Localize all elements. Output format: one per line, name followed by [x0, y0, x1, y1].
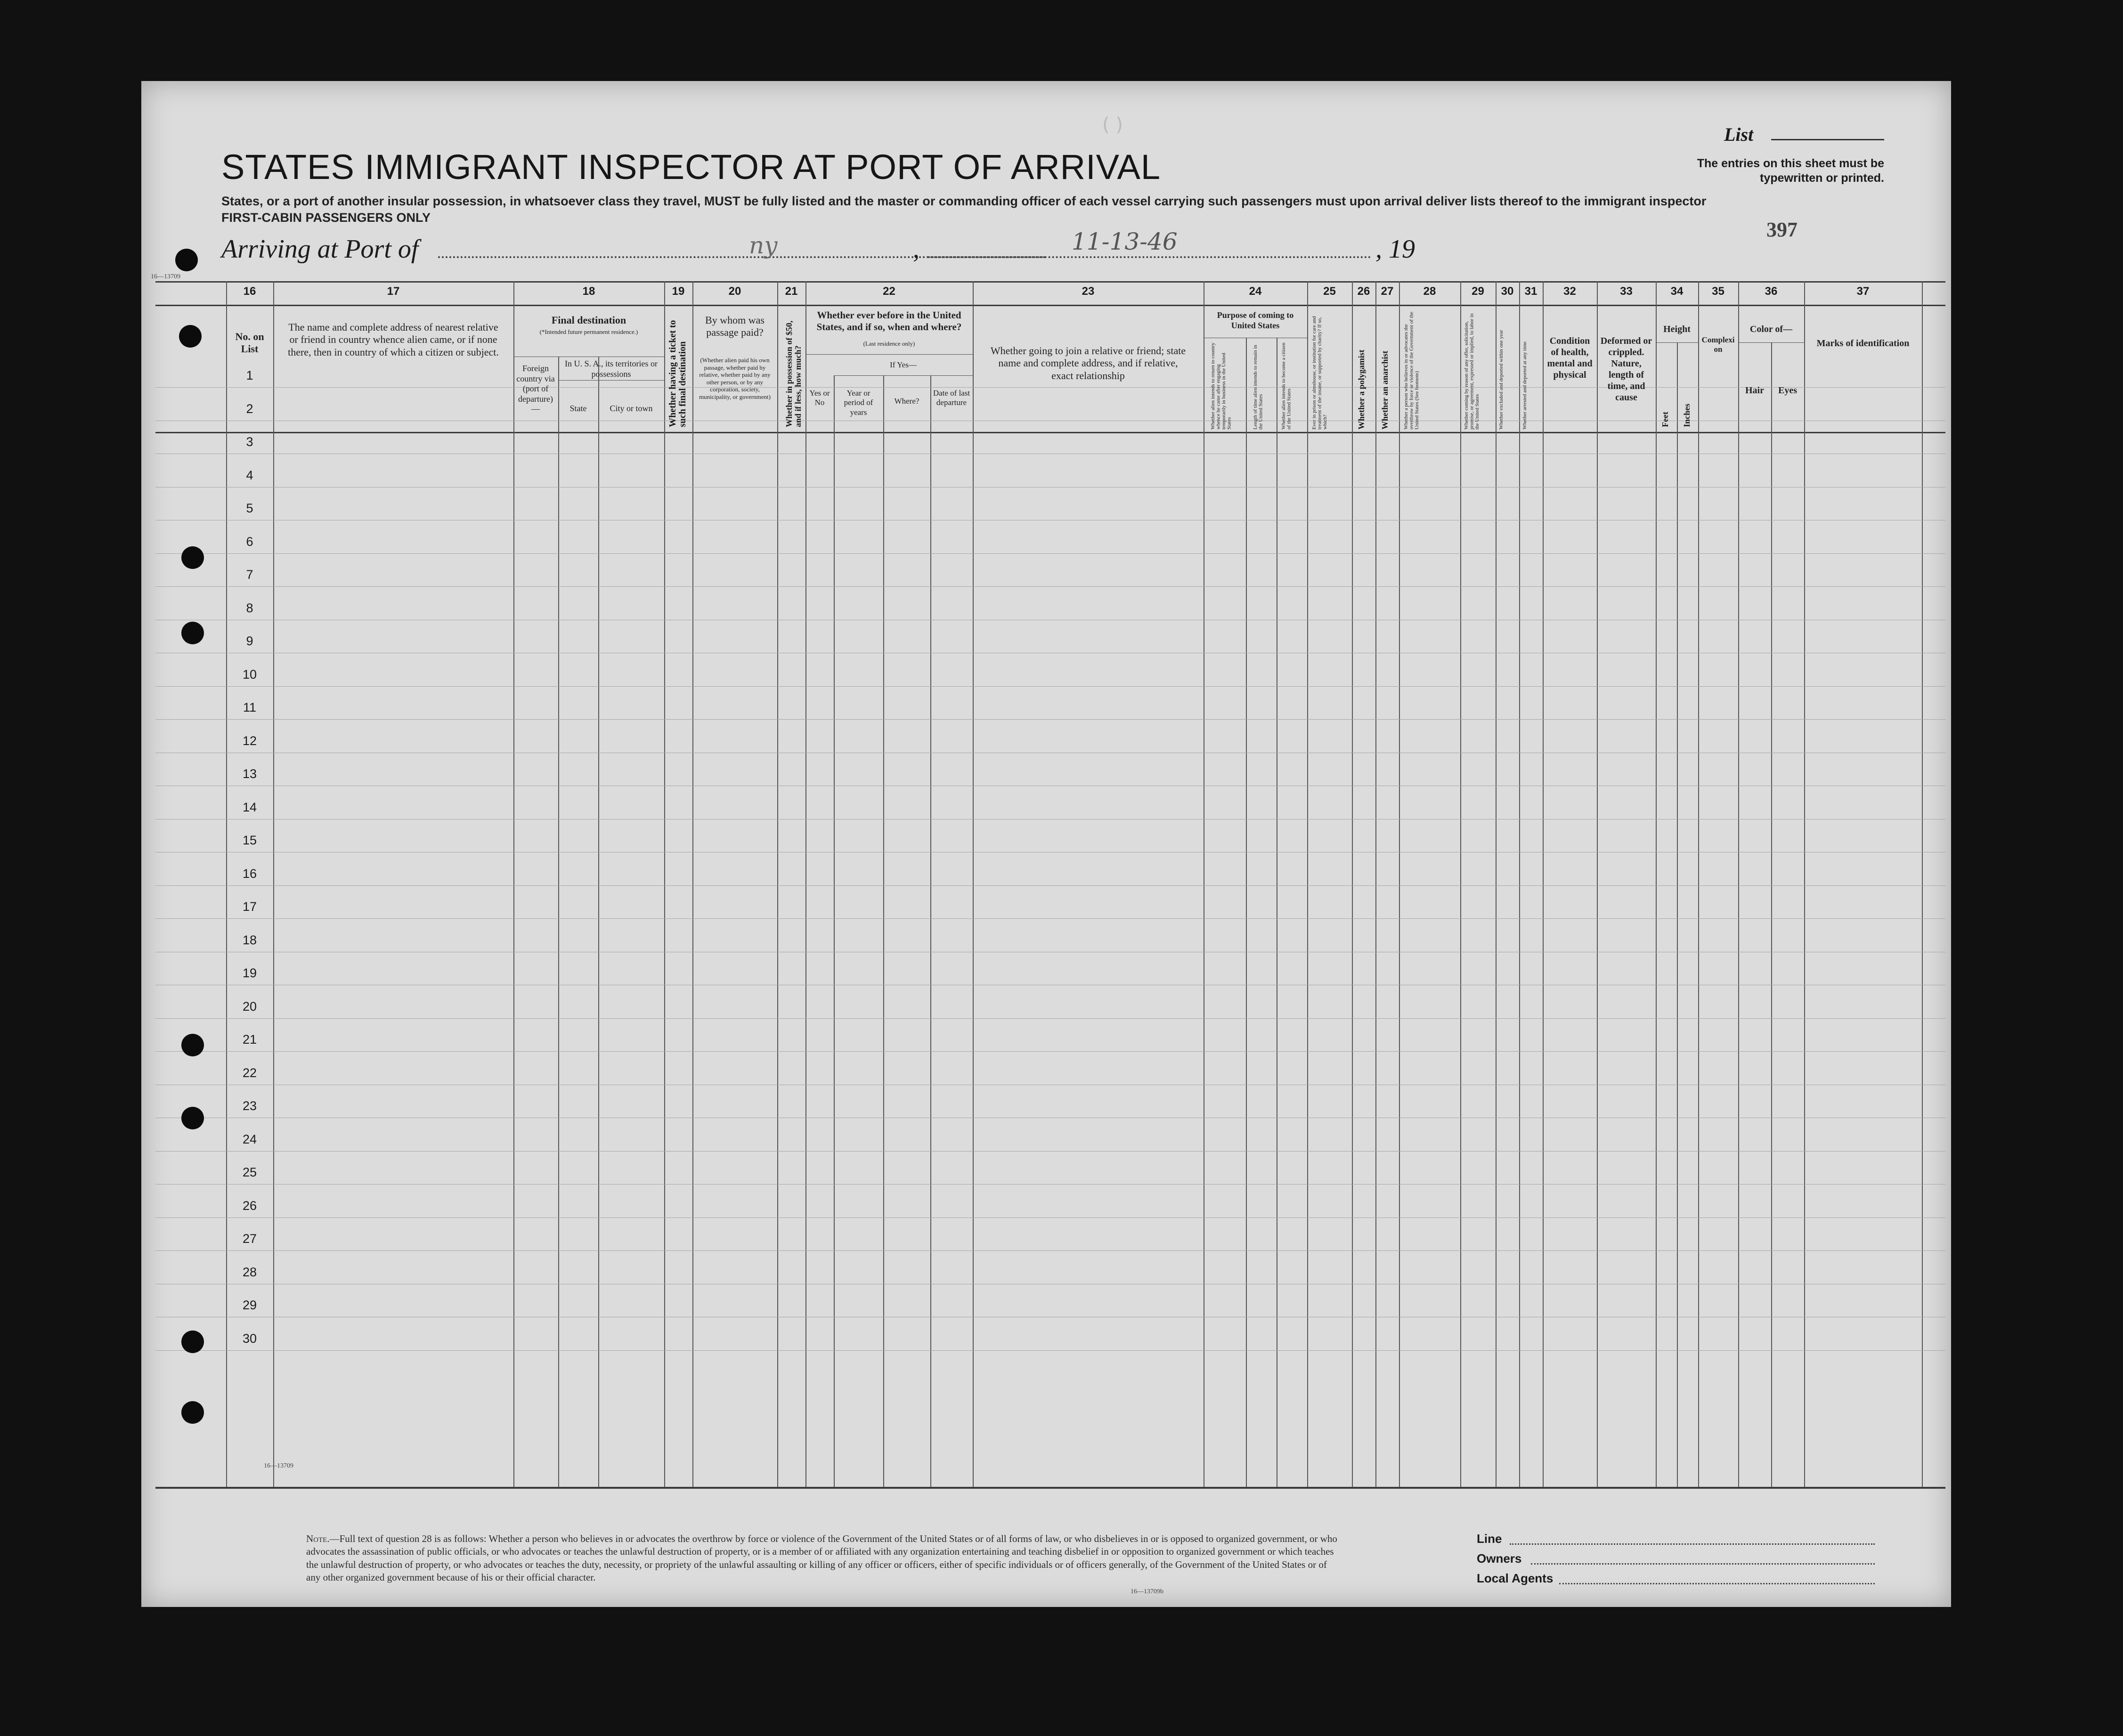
column-number: 21	[785, 285, 798, 298]
header-years: Year or period of years	[844, 389, 873, 417]
punch-hole	[181, 1401, 204, 1424]
page-title: STATES IMMIGRANT INSPECTOR AT PORT OF ARRIVAL	[221, 147, 1161, 187]
column-number: 26	[1357, 285, 1370, 298]
row-number: 12	[242, 733, 257, 748]
row-rule	[155, 387, 1945, 388]
column-number: 28	[1423, 285, 1436, 298]
punch-hole	[181, 1034, 204, 1056]
port-value: ny	[749, 232, 778, 259]
punch-hole	[181, 1107, 204, 1129]
header-anarchist: Whether an anarchist	[1380, 350, 1390, 430]
list-note: The entries on this sheet must be typewritten or printed.	[1697, 157, 1884, 185]
row-number: 30	[242, 1331, 257, 1346]
column-number: 17	[387, 285, 400, 298]
row-number: 3	[246, 435, 253, 449]
row-number: 4	[246, 468, 253, 482]
header-if-yes: If Yes—	[890, 360, 917, 369]
punch-hole	[181, 1330, 204, 1353]
row-number: 2	[246, 401, 253, 416]
line-field	[1510, 1543, 1875, 1545]
header-nearest-relative: The name and complete address of nearest relative or friend in country whence alien came, or if none there, then in country of which a citizen or subject.	[288, 321, 499, 358]
row-number: 13	[242, 767, 257, 781]
header-purpose-return: Whether alien intends to return to country whence he came after engaging temporarily in business in the United States	[1210, 342, 1232, 430]
form-code: 16—13709	[151, 273, 180, 280]
header-prison: Ever in prison or almshouse, or institution for care and treatment of the insane, or supported by charity? If so, which?	[1311, 316, 1328, 430]
date-value: 11-13-46	[1072, 228, 1178, 255]
header-ever-before-sub: (Last residence only)	[863, 340, 915, 347]
column-number: 16	[243, 285, 256, 298]
header-fifty-dollars: Whether in possession of $50, and if less, how much?	[784, 320, 803, 427]
punch-hole	[175, 249, 198, 271]
row-rule	[155, 1151, 1945, 1152]
header-purpose-citizen: Whether alien intends to become a citizen of the United States	[1281, 342, 1292, 430]
row-rule	[155, 1250, 1945, 1251]
row-rule	[155, 885, 1945, 886]
header-final-destination: Final destination	[551, 314, 626, 326]
row-number: 1	[246, 368, 253, 382]
date-field-line	[928, 256, 1371, 258]
punch-hole	[181, 546, 204, 569]
comma: ,	[913, 235, 919, 264]
header-purpose: Purpose of coming to United States	[1217, 310, 1294, 330]
row-number: 6	[246, 534, 253, 549]
header-complexion: Complexion	[1701, 335, 1735, 354]
row-rule	[155, 1350, 1945, 1351]
header-condition-health: Condition of health, mental and physical	[1547, 336, 1593, 380]
year-label: , 19	[1375, 235, 1415, 264]
header-last-departure: Date of last departure	[933, 389, 970, 407]
header-final-destination-sub: (*Intended future permanent residence.)	[539, 328, 638, 335]
column-number: 36	[1765, 285, 1778, 298]
cabin-class: FIRST-CABIN PASSENGERS ONLY	[221, 211, 431, 225]
header-purpose-length: Length of time alien intends to remain in the United States	[1253, 345, 1264, 430]
column-number: 23	[1082, 285, 1095, 298]
header-eyes: Eyes	[1778, 385, 1797, 396]
column-number: 32	[1563, 285, 1576, 298]
header-state: State	[569, 404, 587, 413]
column-number: 34	[1670, 285, 1684, 298]
header-color: Color of—	[1749, 324, 1793, 334]
row-number: 17	[242, 900, 257, 914]
header-labor-offer: Whether coming by reason of any offer, solicitation, promise, or agreement, expressed or implied, to labor in the United States	[1464, 313, 1480, 430]
agents-label: Local Agents	[1477, 1571, 1554, 1585]
column-number: 29	[1472, 285, 1484, 298]
column-number: 20	[728, 285, 741, 298]
row-rule	[155, 719, 1945, 720]
list-field-line	[1771, 139, 1884, 140]
header-city: City or town	[610, 404, 653, 413]
header-polygamist: Whether a polygamist	[1357, 349, 1366, 430]
row-rule	[155, 1051, 1945, 1052]
row-number: 16	[242, 866, 257, 881]
column-number: 31	[1524, 285, 1537, 298]
row-number: 28	[242, 1265, 257, 1279]
header-passage-paid-sub: (Whether alien paid his own passage, whether paid by relative, whether paid by any other person, or by any corporation, society, municipality, or government)	[699, 357, 771, 400]
punch-hole	[181, 622, 204, 644]
row-rule	[155, 1217, 1945, 1218]
header-yes-no: Yes or No	[809, 389, 830, 407]
row-number: 24	[242, 1132, 257, 1146]
column-number: 27	[1381, 285, 1394, 298]
footnote	[306, 1533, 1342, 1584]
row-number: 21	[242, 1032, 257, 1046]
column-number: 18	[582, 285, 595, 298]
row-number: 25	[242, 1165, 257, 1179]
row-number: 14	[242, 800, 257, 814]
row-rule	[155, 686, 1945, 687]
arriving-label: Arriving at Port of	[221, 235, 419, 264]
footnote-text: —Full text of question 28 is as follows: Whether a person who believes in or advocates the overthrow by force or violence of the Government of the United States or of all forms of law, or who disbelieves in or is opposed to organized government, or who advocates the assassination of public officials, or who advocates or teaches the unlawful destruction of property, or is a member of or affiliated with any organization entertaining and teaching disbelief in or opposition to organized government or which teaches the unlawful destruction of property, or who advocates or teaches the duty, necessity, or propriety of the unlawful assaulting or killing of any officer or officers, either of specific individuals or of officers generally, of the Government of the United States or of any other organized government because of his or their official character.	[306, 1533, 1337, 1583]
row-rule	[155, 1018, 1945, 1019]
header-marks: Marks of identification	[1816, 338, 1910, 349]
header-ever-before: Whether ever before in the United States, and if so, when and where?	[816, 309, 962, 333]
column-number: 30	[1501, 285, 1514, 298]
header-deformed: Deformed or crippled. Nature, length of time, and cause	[1600, 336, 1652, 403]
header-overthrow: Whether a person who believes in or advocates the overthrow by force or violence of the Government of the United States (See footnote)	[1403, 311, 1420, 430]
row-number: 20	[242, 999, 257, 1014]
manifest-sheet	[141, 81, 1951, 1607]
footnote-label: Note.	[306, 1533, 330, 1544]
row-number: 15	[242, 833, 257, 847]
row-number: 8	[246, 600, 253, 615]
list-label: List	[1724, 124, 1754, 145]
row-number: 27	[242, 1232, 257, 1246]
column-number: 24	[1249, 285, 1262, 298]
owners-label: Owners	[1477, 1551, 1522, 1566]
row-number: 5	[246, 501, 253, 515]
header-inches: Inches	[1682, 403, 1692, 427]
row-number: 11	[243, 700, 257, 714]
form-code: 16—13709	[264, 1462, 293, 1469]
header-height: Height	[1663, 324, 1691, 334]
footnote-code: 16—13709b	[1131, 1588, 1163, 1595]
header-join-relative: Whether going to join a relative or friend; state name and complete address, and if relative, exact relationship	[990, 345, 1186, 381]
row-rule	[155, 553, 1945, 554]
top-mark: ( )	[1102, 114, 1123, 136]
row-number: 18	[242, 933, 257, 947]
row-number: 29	[242, 1298, 257, 1312]
row-number: 26	[242, 1198, 257, 1213]
column-number: 35	[1712, 285, 1724, 298]
header-no-on-list: No. on List	[235, 331, 264, 355]
row-number: 19	[242, 966, 257, 980]
column-number: 33	[1620, 285, 1633, 298]
header-hair: Hair	[1745, 385, 1764, 396]
column-number: 19	[672, 285, 685, 298]
line-label: Line	[1477, 1532, 1502, 1546]
header-where: Where?	[894, 397, 919, 406]
row-rule	[155, 918, 1945, 919]
sheet-number: 397	[1766, 218, 1798, 241]
row-rule	[155, 586, 1945, 587]
header-in-usa: In U. S. A., its territories or possessions	[565, 359, 658, 379]
column-number: 37	[1856, 285, 1870, 298]
owners-field	[1531, 1563, 1875, 1565]
header-foreign-country: Foreign country via (port of departure)—	[516, 364, 555, 414]
header-feet: Feet	[1660, 412, 1670, 427]
header-ticket: Whether having a ticket to such final destination	[667, 320, 688, 427]
row-number: 7	[246, 568, 253, 582]
row-number: 9	[246, 634, 253, 648]
row-number: 10	[242, 667, 257, 681]
agents-field	[1559, 1583, 1875, 1584]
header-passage-paid: By whom was passage paid?	[705, 314, 765, 339]
header-arrested: Whether arrested and deported at any time	[1522, 341, 1528, 430]
row-number: 22	[242, 1065, 257, 1080]
manifest-table	[155, 281, 1945, 1487]
header-excluded: Whether excluded and deported within one year	[1498, 330, 1504, 430]
row-number: 23	[242, 1099, 257, 1113]
punch-hole	[179, 325, 202, 348]
column-number: 22	[883, 285, 895, 298]
subtitle: States, or a port of another insular possession, in whatsoever class they travel, MUST be fully listed and the master or commanding officer of each vessel carrying such passengers must upon arrival deliver lists thereof to the immigrant inspector	[221, 194, 1707, 208]
column-number: 25	[1323, 285, 1336, 298]
